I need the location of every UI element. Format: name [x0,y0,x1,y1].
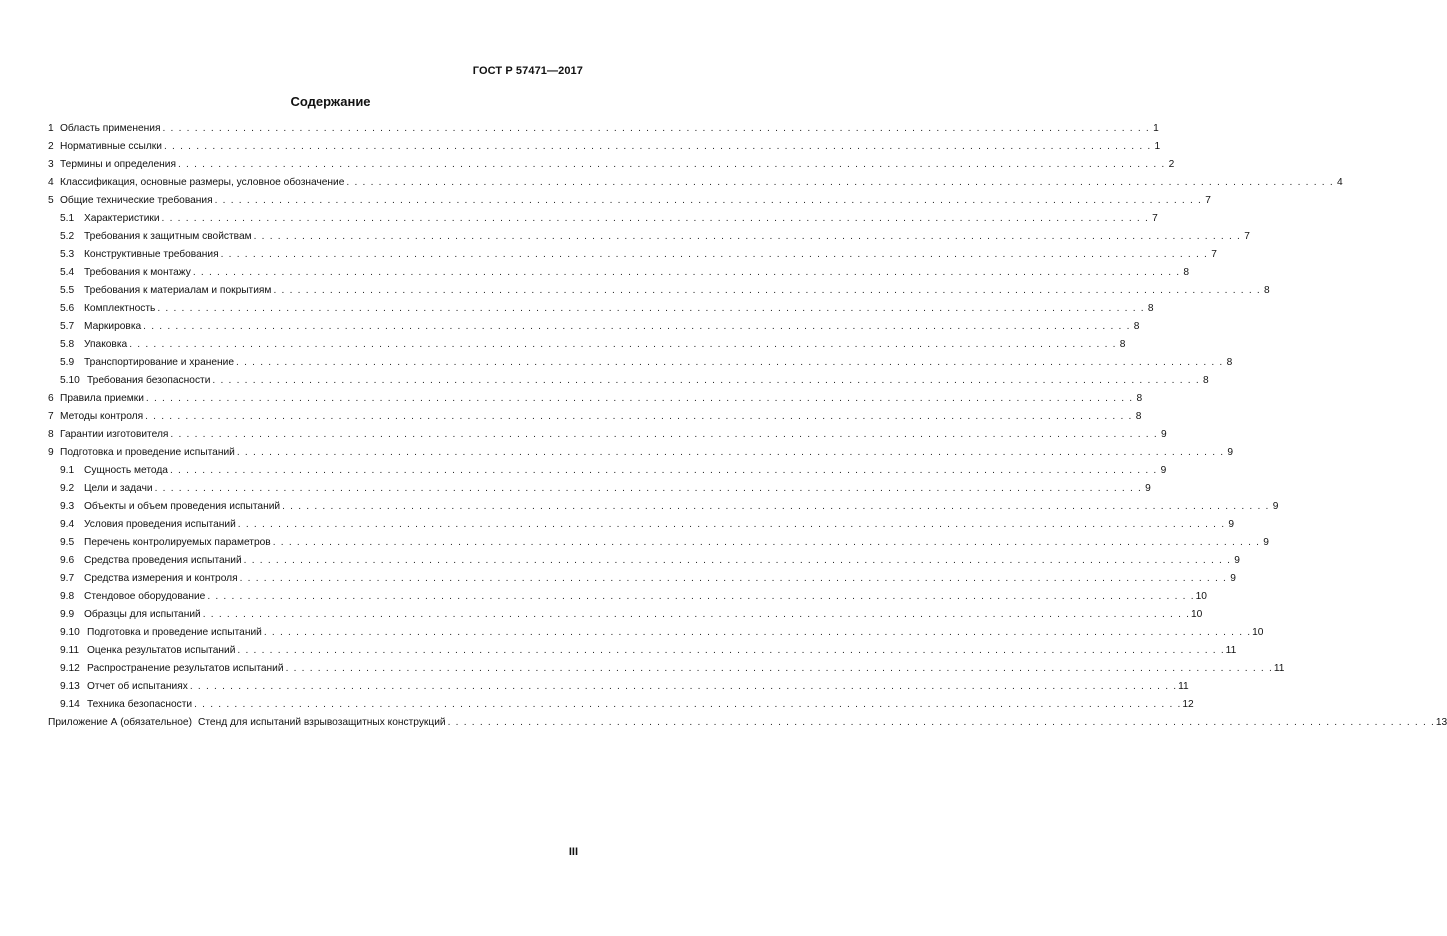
toc-entry-title: Техника безопасности [87,699,193,710]
toc-entry[interactable] [48,336,1126,354]
dot-leader [237,444,1223,462]
dot-leader [162,210,1148,228]
dot-leader [286,660,1272,678]
toc-entry[interactable] [48,318,1140,336]
page-number: III [568,846,578,858]
dot-leader [164,138,1150,156]
toc-entry[interactable] [48,552,1240,570]
toc-appendix-page: 13 [1435,717,1447,728]
toc-entry-page: 9 [1145,483,1151,494]
dot-leader [215,192,1201,210]
toc-entry[interactable] [48,498,1279,516]
toc-entry-page: 9 [1272,501,1279,512]
toc-title: Содержание [290,94,371,109]
toc-entry[interactable] [48,138,1161,156]
toc-entry-page: 7 [1152,213,1158,224]
toc-entry-number: 5.3 [60,249,75,260]
toc-entry-title: Гарантии изготовителя [60,429,169,440]
toc-entry-page: 7 [1205,195,1211,206]
header-standard-number: ГОСТ Р 57471—2017 [472,65,583,77]
toc-entry-title: Область применения [60,123,161,134]
dot-leader [145,408,1131,426]
toc-entry-title: Распространение результатов испытаний [87,663,284,674]
toc-entry-number: 5 [48,195,54,206]
toc-entry-number: 3 [48,159,54,170]
toc-entry-page: 12 [1182,699,1194,710]
toc-entry-title: Перечень контролируемых параметров [84,537,271,548]
toc-entry-number: 9.14 [60,699,80,710]
toc-entry-page: 10 [1195,591,1207,602]
toc-entry[interactable] [48,624,1264,642]
toc-entry-title: Классификация, основные размеры, условное обозначение [60,177,345,188]
table-of-contents [48,120,1447,732]
toc-entry-number: 9.13 [60,681,80,692]
toc-entry[interactable] [48,408,1142,426]
toc-entry-number: 9.7 [60,573,75,584]
toc-entry-page: 9 [1263,537,1269,548]
toc-entry-number: 9.9 [60,609,75,620]
dot-leader [170,462,1156,480]
toc-entry-number: 9.8 [60,591,75,602]
toc-entry[interactable] [48,426,1167,444]
toc-entry-title: Подготовка и проведение испытаний [87,627,262,638]
toc-entry[interactable] [48,390,1143,408]
toc-entry-number: 9 [48,447,54,458]
dot-leader [236,354,1222,372]
toc-entry-page: 8 [1133,321,1140,332]
toc-entry-title: Методы контроля [60,411,144,422]
toc-entry-title: Правила приемки [60,393,144,404]
toc-entry-title: Цели и задачи [84,483,153,494]
toc-entry[interactable] [48,696,1194,714]
toc-entry-page: 9 [1234,555,1240,566]
toc-entry-page: 9 [1230,573,1236,584]
toc-entry-title: Средства измерения и контроля [84,573,238,584]
toc-entry-number: 9.2 [60,483,75,494]
dot-leader [193,264,1179,282]
toc-entry-title: Требования к защитным свойствам [84,231,252,242]
toc-entry[interactable] [48,156,1175,174]
toc-entry-number: 9.4 [60,519,75,530]
toc-entry-page: 9 [1228,519,1235,530]
toc-entry-number: 5.7 [60,321,75,332]
dot-leader [237,642,1223,660]
dot-leader [162,120,1148,138]
toc-entry-title: Характеристики [84,213,160,224]
toc-entry-page: 11 [1178,681,1189,692]
toc-entry-title: Требования безопасности [87,375,211,386]
toc-entry[interactable] [48,534,1269,552]
toc-entry[interactable] [48,300,1154,318]
toc-entry-number: 2 [48,141,54,152]
toc-entry-number: 5.4 [60,267,75,278]
toc-entry-page: 8 [1203,375,1209,386]
toc-entry[interactable] [48,678,1189,696]
toc-entry[interactable] [48,210,1158,228]
toc-entry[interactable] [48,642,1237,660]
toc-entry[interactable] [48,354,1233,372]
toc-entry-title: Нормативные ссылки [60,141,162,152]
toc-entry-number: 9.1 [60,465,75,476]
toc-entry-number: 5.1 [60,213,75,224]
toc-entry-page: 1 [1154,141,1161,152]
toc-entry-page: 4 [1337,177,1343,188]
toc-entry[interactable] [48,120,1159,138]
toc-entry-number: 9.12 [60,663,80,674]
toc-entry-title: Упаковка [84,339,128,350]
toc-entry-page: 11 [1273,663,1285,674]
toc-entry-number: 4 [48,177,54,188]
dot-leader [207,588,1193,606]
toc-entry[interactable] [48,372,1209,390]
toc-entry-title: Стендовое оборудование [84,591,206,602]
toc-entry[interactable] [48,192,1211,210]
toc-entry-title: Объекты и объем проведения испытаний [84,501,281,512]
dot-leader [221,246,1207,264]
dot-leader [203,606,1189,624]
toc-entry-number: 9.6 [60,555,75,566]
toc-entry[interactable] [48,246,1217,264]
toc-entry-title: Термины и определения [60,159,176,170]
toc-entry[interactable] [48,444,1234,462]
toc-entry-page: 10 [1252,627,1264,638]
dot-leader [448,714,1434,732]
toc-entry-number: 9.5 [60,537,75,548]
toc-entry[interactable] [48,174,1343,192]
toc-entry-page: 9 [1227,447,1234,458]
toc-entry-number: 7 [48,411,54,422]
toc-entry-title: Транспортирование и хранение [84,357,235,368]
appendix-label: Приложение А (обязательное) [48,717,192,728]
toc-entry-page: 8 [1264,285,1270,296]
dot-leader [170,426,1156,444]
dot-leader [273,282,1259,300]
dot-leader [157,300,1143,318]
toc-entry-title: Оценка результатов испытаний [87,645,236,656]
toc-entry-page: 9 [1160,465,1167,476]
toc-entry[interactable] [48,588,1207,606]
dot-leader [240,570,1226,588]
toc-entry-page: 10 [1190,609,1203,620]
toc-entry-page: 8 [1147,303,1154,314]
appendix-name: Стенд для испытаний взрывозащитных конструкций [198,717,446,728]
toc-entry-title: Комплектность [84,303,156,314]
toc-entry[interactable] [48,606,1203,624]
dot-leader [143,318,1129,336]
toc-entry-number: 5.6 [60,303,75,314]
dot-leader [244,552,1230,570]
toc-entry-title: Подготовка и проведение испытаний [60,447,235,458]
toc-entry-page: 7 [1211,249,1217,260]
dot-leader [129,336,1115,354]
toc-entry[interactable] [48,480,1151,498]
toc-entry-page: 8 [1226,357,1233,368]
toc-entry-number: 9.10 [60,627,80,638]
toc-entry[interactable] [48,660,1285,678]
toc-entry[interactable] [48,228,1250,246]
dot-leader [178,156,1164,174]
toc-entry-page: 7 [1244,231,1250,242]
dot-leader [273,534,1259,552]
toc-entry-title: Требования к материалам и покрытиям [84,285,272,296]
dot-leader [194,696,1180,714]
toc-entry[interactable] [48,282,1270,300]
toc-entry-page: 8 [1119,339,1126,350]
toc-entry-number: 5.9 [60,357,75,368]
dot-leader [282,498,1268,516]
dot-leader [238,516,1224,534]
toc-entry[interactable] [48,462,1167,480]
toc-entry-number: 5.5 [60,285,75,296]
toc-entry-title: Конструктивные требования [84,249,219,260]
toc-entry-page: 1 [1153,123,1159,134]
toc-entry-page: 11 [1225,645,1237,656]
dot-leader [146,390,1132,408]
toc-entry[interactable] [48,570,1236,588]
toc-entry-page: 9 [1161,429,1167,440]
dot-leader [155,480,1141,498]
toc-entry[interactable] [48,264,1190,282]
toc-entry-page: 8 [1136,393,1143,404]
toc-appendix-title [48,714,446,732]
dot-leader [264,624,1250,642]
toc-entry-title: Средства проведения испытаний [84,555,242,566]
toc-entry-number: 5.10 [60,375,80,386]
toc-entry-title: Образцы для испытаний [84,609,201,620]
dot-leader [212,372,1198,390]
toc-entry-title: Общие технические требования [60,195,213,206]
toc-entry-page: 2 [1168,159,1175,170]
toc-entry-number: 5.8 [60,339,75,350]
toc-entry-number: 5.2 [60,231,75,242]
toc-entry-number: 9.3 [60,501,75,512]
dot-leader [346,174,1332,192]
toc-entry-number: 1 [48,123,54,134]
toc-entry[interactable] [48,516,1235,534]
toc-entry-title: Отчет об испытаниях [87,681,188,692]
toc-entry-title: Требования к монтажу [84,267,191,278]
toc-entry-number: 8 [48,429,54,440]
toc-entry-number: 9.11 [60,645,80,656]
toc-entry-page: 8 [1135,411,1142,422]
toc-entry-page: 8 [1183,267,1190,278]
toc-entry-title: Сущность метода [84,465,168,476]
toc-entry-number: 6 [48,393,54,404]
toc-appendix-entry[interactable] [48,714,1447,732]
toc-entry-title: Маркировка [84,321,142,332]
dot-leader [190,678,1176,696]
dot-leader [254,228,1240,246]
toc-entry-title: Условия проведения испытаний [84,519,236,530]
